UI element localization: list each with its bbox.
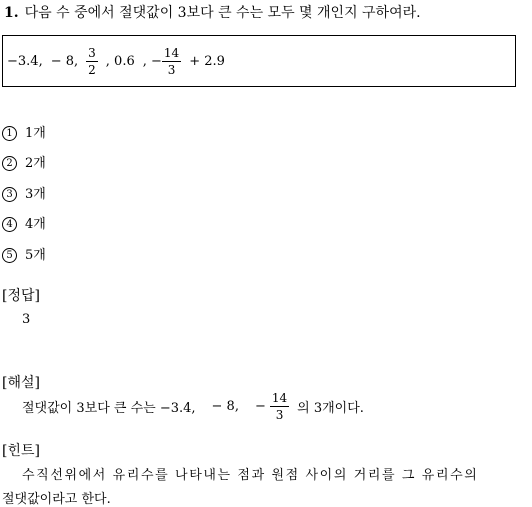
explanation-label: [해설] [2, 375, 40, 391]
explanation-text [22, 392, 364, 421]
fraction-numerator: 14 [163, 45, 180, 60]
question [4, 2, 421, 22]
explanation-fraction [270, 392, 289, 421]
choice-label: 2개 [25, 156, 46, 171]
choice-label: 1개 [25, 126, 46, 141]
choice-label: 3개 [25, 187, 46, 202]
hint-line-2: 절댓값이라고 한다. [2, 492, 111, 507]
number-item: + 2.9 [189, 53, 225, 69]
choice-2[interactable] [2, 152, 46, 171]
hint-line-1: 수직선위에서 유리수를 나타내는 점과 원점 사이의 거리를 그 유리수의 [22, 468, 479, 483]
explanation-sign: − [254, 399, 266, 414]
choice-3[interactable] [2, 183, 46, 202]
number-item: − 8, [50, 53, 79, 69]
number-item: , 0.6 [105, 53, 135, 69]
choice-marker: 3 [2, 187, 17, 202]
choice-marker: 5 [2, 248, 17, 263]
fraction-denominator: 3 [167, 62, 176, 77]
choice-label: 4개 [25, 217, 46, 232]
number-fraction [143, 47, 181, 76]
answer-label: [정답] [2, 288, 40, 304]
fraction-numerator: 3 [88, 45, 96, 60]
answer-value: 3 [22, 312, 31, 327]
choice-1[interactable] [2, 122, 46, 141]
choice-5[interactable] [2, 244, 46, 263]
numbers-box [2, 35, 516, 87]
choice-marker: 1 [2, 126, 17, 141]
choice-marker: 2 [2, 156, 17, 171]
choice-label: 5개 [25, 248, 46, 263]
question-number: 1. [4, 5, 19, 21]
fraction-sign: , − [142, 53, 162, 69]
fraction-numerator: 14 [271, 391, 288, 405]
choice-marker: 4 [2, 217, 17, 232]
hint-label: [힌트] [2, 443, 40, 459]
explanation-part: 절댓값이 3보다 큰 수는 −3.4, [22, 401, 196, 416]
explanation-part: 의 3개이다. [297, 401, 364, 416]
explanation-part: − 8, [211, 399, 239, 414]
number-fraction [86, 47, 98, 76]
question-text: 다음 수 중에서 절댓값이 3보다 큰 수는 모두 몇 개인지 구하여라. [24, 5, 421, 21]
fraction-denominator: 3 [275, 408, 284, 422]
number-item: −3.4, [7, 53, 43, 69]
choice-4[interactable] [2, 213, 46, 232]
fraction-denominator: 2 [88, 62, 96, 77]
